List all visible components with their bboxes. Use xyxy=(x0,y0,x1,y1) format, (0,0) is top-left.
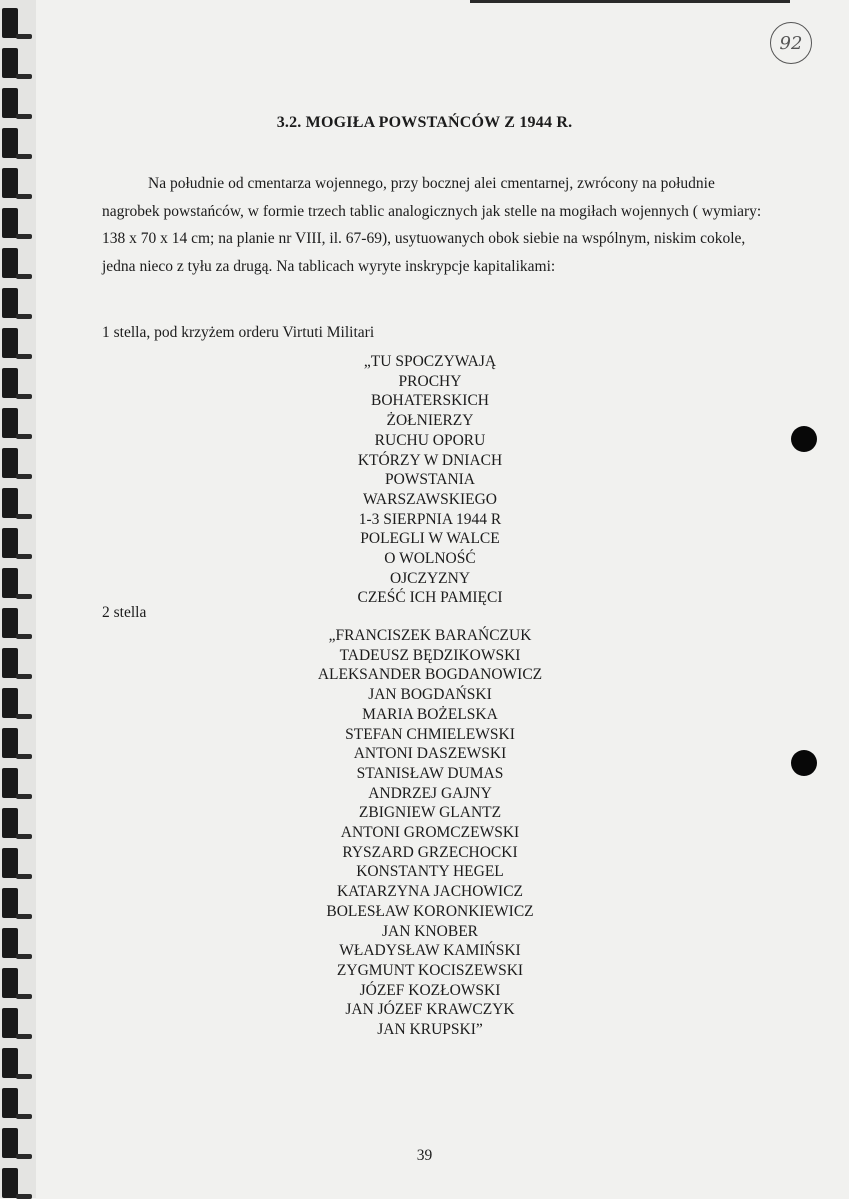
binding-ring xyxy=(2,208,18,238)
binding-ring-tail xyxy=(16,74,32,79)
page-stamp: 92 xyxy=(770,22,812,64)
binding-ring-tail xyxy=(16,1074,32,1079)
body-paragraph xyxy=(102,170,762,280)
stella-1-inscription-line: O WOLNOŚĆ xyxy=(384,550,476,568)
binding-ring-tail xyxy=(16,834,32,839)
stella-2-inscription-line: JAN KRUPSKI” xyxy=(377,1021,483,1039)
binding-ring xyxy=(2,1048,18,1078)
binding-ring xyxy=(2,328,18,358)
binding-ring xyxy=(2,1168,18,1198)
binding-ring xyxy=(2,248,18,278)
stella-2-inscription-line: KONSTANTY HEGEL xyxy=(356,863,504,881)
binding-ring xyxy=(2,48,18,78)
binding-ring xyxy=(2,768,18,798)
binding-ring xyxy=(2,728,18,758)
stella-1-inscription-line: WARSZAWSKIEGO xyxy=(363,490,497,508)
stella-2-inscription-line: „FRANCISZEK BARAŃCZUK xyxy=(328,627,532,644)
body-paragraph-text: Na południe od cmentarza wojennego, przy bocznej alei cmentarnej, zwrócony na południe nagrobek powstańców, w formie trzech tablic analogicznych jak stelle na mogiłach wojennych ( wymiary: 138 x 70 x 14 cm; na planie nr VIII, il. 67-69), usytuowanych obok siebie na wspólnym, niskim cokole, jedna nieco z tyłu za drugą. Na tablicach wyryte inskrypcje kapitalikami: xyxy=(102,175,762,275)
binding-ring-tail xyxy=(16,394,32,399)
stella-1-inscription-line: ŻOŁNIERZY xyxy=(386,412,474,430)
binding-ring xyxy=(2,568,18,598)
binding-ring-tail xyxy=(16,754,32,759)
binding-ring xyxy=(2,848,18,878)
binding-ring-tail xyxy=(16,314,32,319)
binding-ring xyxy=(2,8,18,38)
scan-edge-line xyxy=(470,0,790,3)
binding-ring-tail xyxy=(16,34,32,39)
binding-ring-tail xyxy=(16,234,32,239)
stella-2-inscription-line: RYSZARD GRZECHOCKI xyxy=(342,843,518,861)
binding-ring xyxy=(2,128,18,158)
binding-ring-tail xyxy=(16,514,32,519)
stella-1-inscription-line: RUCHU OPORU xyxy=(374,431,486,449)
binding-ring-tail xyxy=(16,954,32,959)
binding-ring-tail xyxy=(16,874,32,879)
stella-1-inscription xyxy=(220,352,640,608)
binding-ring xyxy=(2,528,18,558)
binding-ring-tail xyxy=(16,194,32,199)
stella-2-inscription xyxy=(220,626,640,1040)
binding-ring xyxy=(2,648,18,678)
binding-ring-tail xyxy=(16,474,32,479)
binding-ring xyxy=(2,168,18,198)
stella-2-inscription-line: JAN BOGDAŃSKI xyxy=(368,686,492,704)
binding-ring-tail xyxy=(16,434,32,439)
binding-ring xyxy=(2,1008,18,1038)
stella-2-inscription-line: MARIA BOŻELSKA xyxy=(362,705,498,723)
stella-2-inscription-line: ZBIGNIEW GLANTZ xyxy=(358,804,502,822)
punch-hole-top xyxy=(791,426,817,452)
stella-1-inscription-line: KTÓRZY W DNIACH xyxy=(357,451,503,469)
binding-ring-tail xyxy=(16,1194,32,1199)
stella-2-inscription-line: ALEKSANDER BOGDANOWICZ xyxy=(317,666,543,684)
binding-ring-tail xyxy=(16,714,32,719)
binding-ring xyxy=(2,1088,18,1118)
stella-1-label: 1 stella, pod krzyżem orderu Virtuti Militari xyxy=(102,324,375,341)
stella-2-inscription-line: TADEUSZ BĘDZIKOWSKI xyxy=(339,646,521,664)
binding-ring xyxy=(2,288,18,318)
binding-ring-tail xyxy=(16,794,32,799)
binding-ring xyxy=(2,688,18,718)
binding-ring xyxy=(2,888,18,918)
stella-2-inscription-line: JÓZEF KOZŁOWSKI xyxy=(359,981,501,999)
binding-ring xyxy=(2,488,18,518)
stella-2-label: 2 stella xyxy=(102,604,147,621)
stella-2-inscription-line: JAN JÓZEF KRAWCZYK xyxy=(345,1001,515,1019)
stella-2-inscription-line: ZYGMUNT KOCISZEWSKI xyxy=(336,961,524,979)
stella-2-inscription-line: STANISŁAW DUMAS xyxy=(356,764,504,782)
binding-ring-tail xyxy=(16,354,32,359)
binding-ring-tail xyxy=(16,914,32,919)
stella-1-inscription-line: BOHATERSKICH xyxy=(371,392,489,410)
binding-ring-tail xyxy=(16,1034,32,1039)
stella-2-inscription-line: ANTONI GROMCZEWSKI xyxy=(340,824,520,842)
stella-2-inscription-line: JAN KNOBER xyxy=(381,922,479,940)
stella-1-inscription-line: PROCHY xyxy=(398,372,462,390)
stella-2-inscription-line: ANDRZEJ GAJNY xyxy=(368,784,492,802)
binding-ring-tail xyxy=(16,554,32,559)
stella-2-inscription-line: KATARZYNA JACHOWICZ xyxy=(336,883,524,901)
binding-ring xyxy=(2,448,18,478)
binding-ring xyxy=(2,808,18,838)
stella-2-inscription-line: ANTONI DASZEWSKI xyxy=(353,745,507,763)
stella-1-inscription-line: CZEŚĆ ICH PAMIĘCI xyxy=(357,589,503,607)
binding-ring xyxy=(2,968,18,998)
binding-ring-tail xyxy=(16,674,32,679)
stella-2-inscription-line: BOLESŁAW KORONKIEWICZ xyxy=(326,902,534,920)
stella-1-inscription-line: 1-3 SIERPNIA 1944 R xyxy=(358,510,502,528)
binding-ring xyxy=(2,368,18,398)
binding-ring xyxy=(2,928,18,958)
section-heading: 3.2. MOGIŁA POWSTAŃCÓW Z 1944 R. xyxy=(276,114,573,131)
stella-1-inscription-line: POWSTANIA xyxy=(384,471,476,489)
binding-ring-tail xyxy=(16,274,32,279)
punch-hole-bottom xyxy=(791,750,817,776)
stella-1-inscription-line: POLEGLI W WALCE xyxy=(360,530,500,548)
binding-ring-tail xyxy=(16,594,32,599)
binding-ring-tail xyxy=(16,994,32,999)
page-number: 39 xyxy=(416,1147,433,1164)
binding-spine xyxy=(0,0,36,1198)
stella-2-inscription-line: WŁADYSŁAW KAMIŃSKI xyxy=(339,942,521,960)
binding-ring xyxy=(2,408,18,438)
stella-2-inscription-line: STEFAN CHMIELEWSKI xyxy=(345,725,515,743)
stella-1-inscription-line: „TU SPOCZYWAJĄ xyxy=(363,353,497,370)
binding-ring-tail xyxy=(16,634,32,639)
binding-ring-tail xyxy=(16,154,32,159)
stella-1-inscription-line: OJCZYZNY xyxy=(389,569,471,587)
binding-ring-tail xyxy=(16,1114,32,1119)
binding-ring xyxy=(2,608,18,638)
